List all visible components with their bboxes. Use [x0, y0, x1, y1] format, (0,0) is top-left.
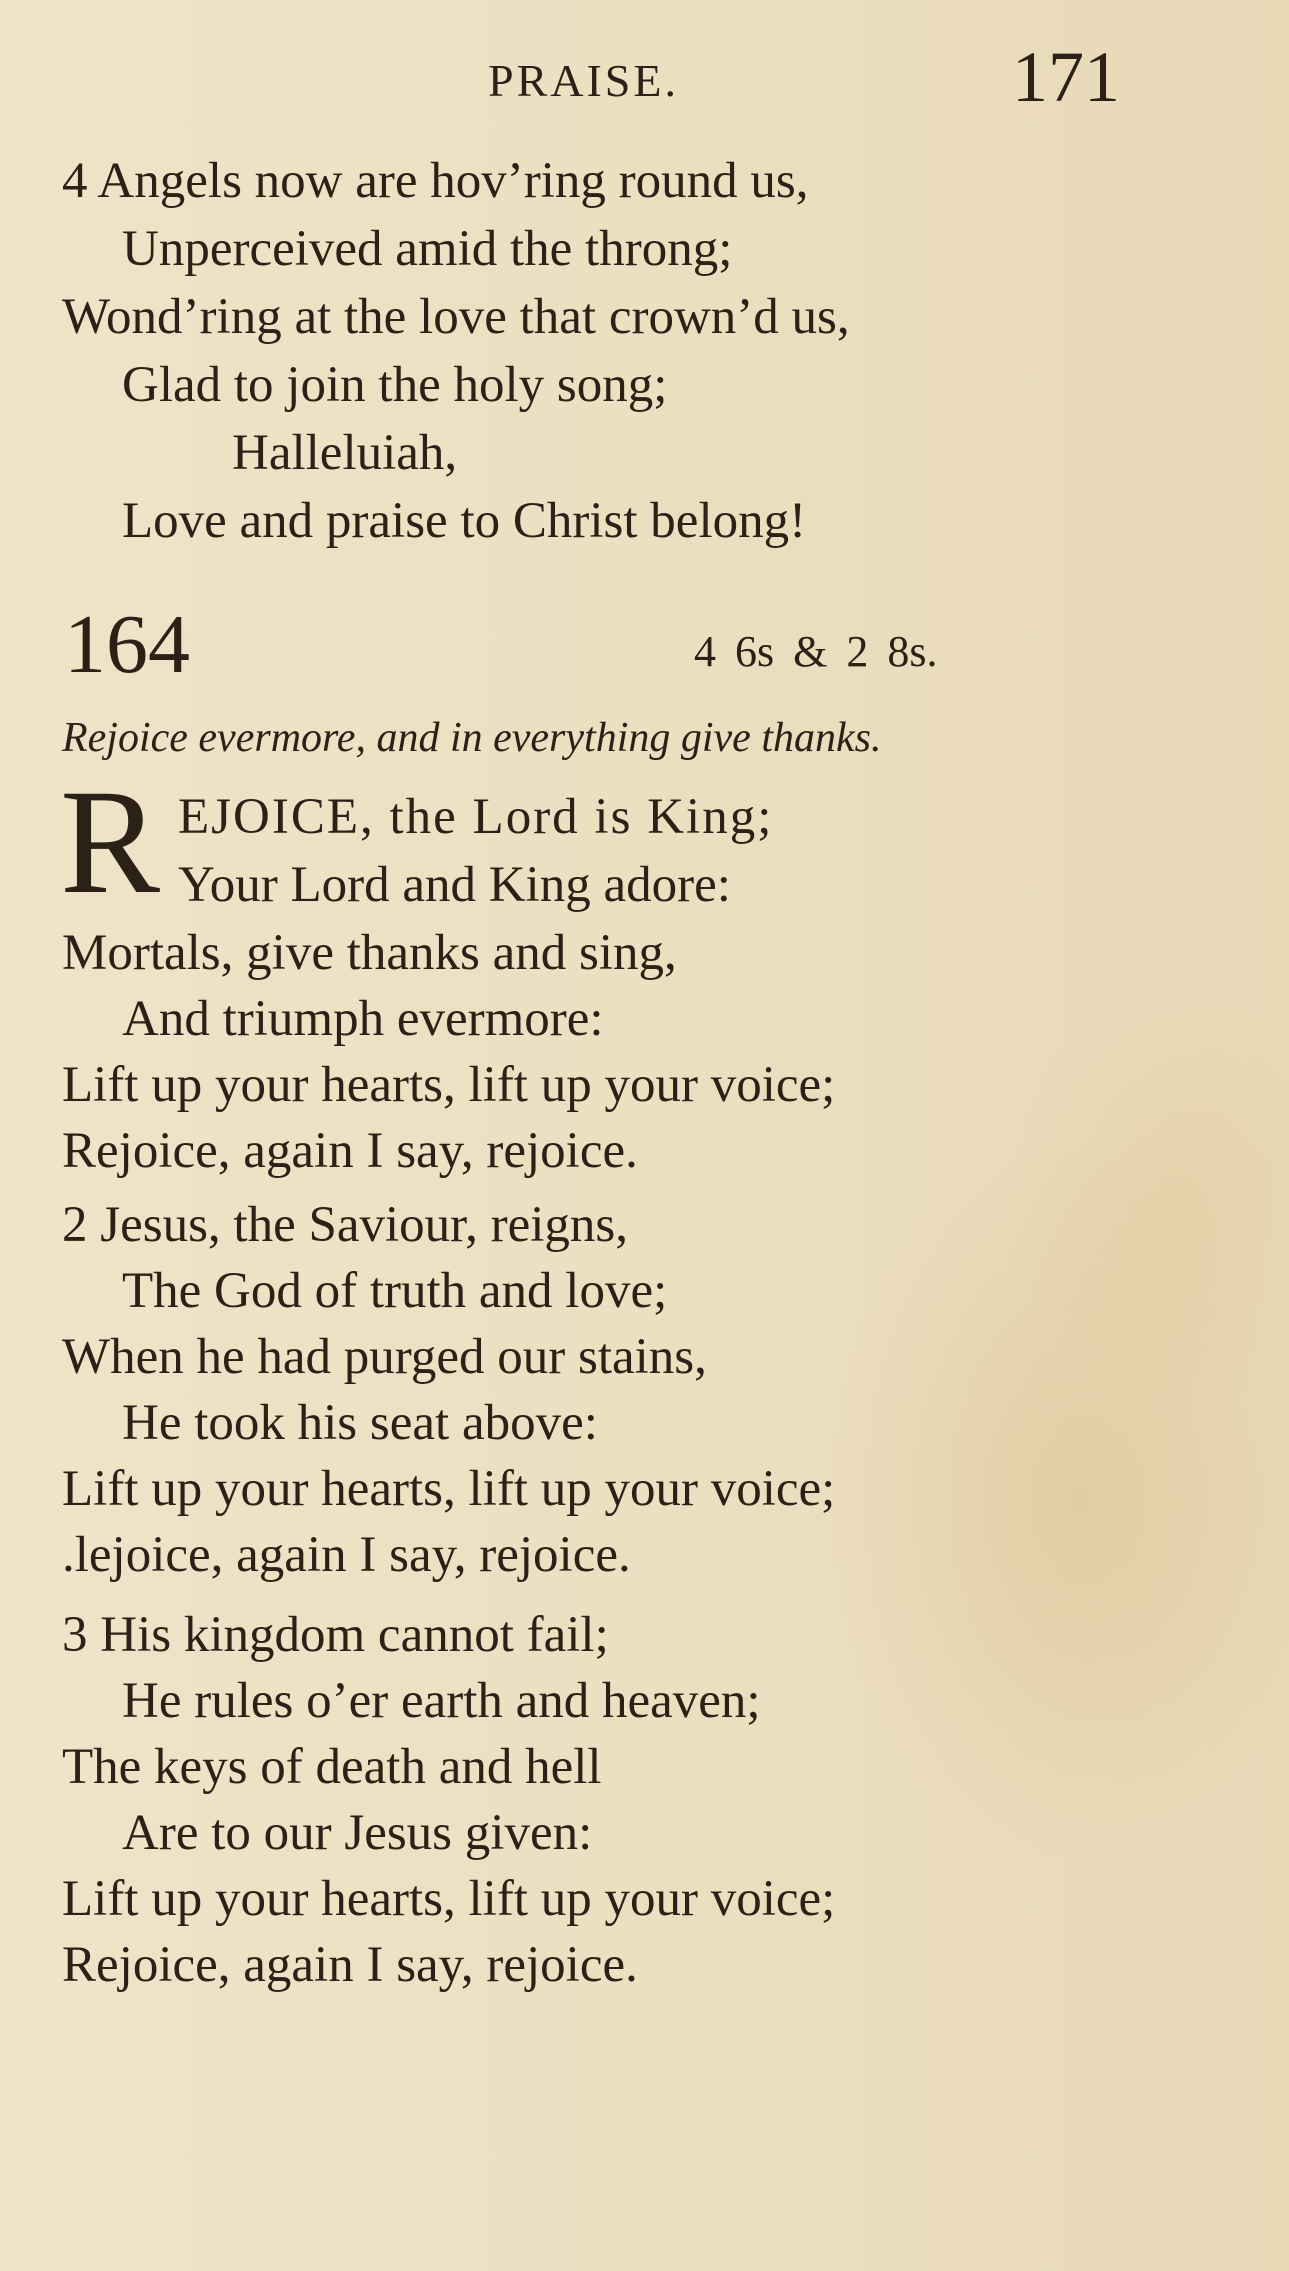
verse-line: .lejoice, again I say, rejoice.	[62, 1527, 631, 1583]
verse-line: The God of truth and love;	[122, 1263, 668, 1319]
verse-line: The keys of death and hell	[62, 1739, 602, 1795]
verse-line: And triumph evermore:	[122, 991, 604, 1047]
verse-line: Rejoice, again I say, rejoice.	[62, 1937, 638, 1993]
verse-line: Halleluiah,	[232, 425, 458, 481]
verse-line: 3 His kingdom cannot fail;	[62, 1607, 609, 1663]
verse-line: He took his seat above:	[122, 1395, 598, 1451]
verse-line: Love and praise to Christ belong!	[122, 493, 807, 549]
verse-line: 2 Jesus, the Saviour, reigns,	[62, 1197, 628, 1253]
verse-line: Lift up your hearts, lift up your voice;	[62, 1461, 836, 1517]
page-number: 171	[1012, 37, 1120, 117]
verse-line: 4 Angels now are hov’ring round us,	[62, 153, 809, 209]
hymn-number: 164	[64, 598, 190, 691]
verse-line: EJOICE, the Lord is King;	[178, 789, 774, 845]
verse-line: Your Lord and King adore:	[178, 857, 731, 913]
drop-cap: R	[60, 759, 161, 925]
verse-line: He rules o’er earth and heaven;	[122, 1673, 761, 1729]
hymn-epigraph: Rejoice evermore, and in everything give thanks.	[62, 715, 882, 761]
verse-line: When he had purged our stains,	[62, 1329, 707, 1385]
verse-line: Unperceived amid the throng;	[122, 221, 733, 277]
hymn-meter: 4 6s & 2 8s.	[694, 627, 938, 676]
running-title: PRAISE.	[488, 55, 679, 106]
verse-line: Mortals, give thanks and sing,	[62, 925, 677, 981]
verse-line: Are to our Jesus given:	[122, 1805, 593, 1861]
verse-line: Wond’ring at the love that crown’d us,	[62, 289, 850, 345]
verse-line: Lift up your hearts, lift up your voice;	[62, 1871, 836, 1927]
verse-line: Rejoice, again I say, rejoice.	[62, 1123, 638, 1179]
page-header	[0, 28, 1289, 118]
verse-line: Glad to join the holy song;	[122, 357, 668, 413]
verse-line: Lift up your hearts, lift up your voice;	[62, 1057, 836, 1113]
